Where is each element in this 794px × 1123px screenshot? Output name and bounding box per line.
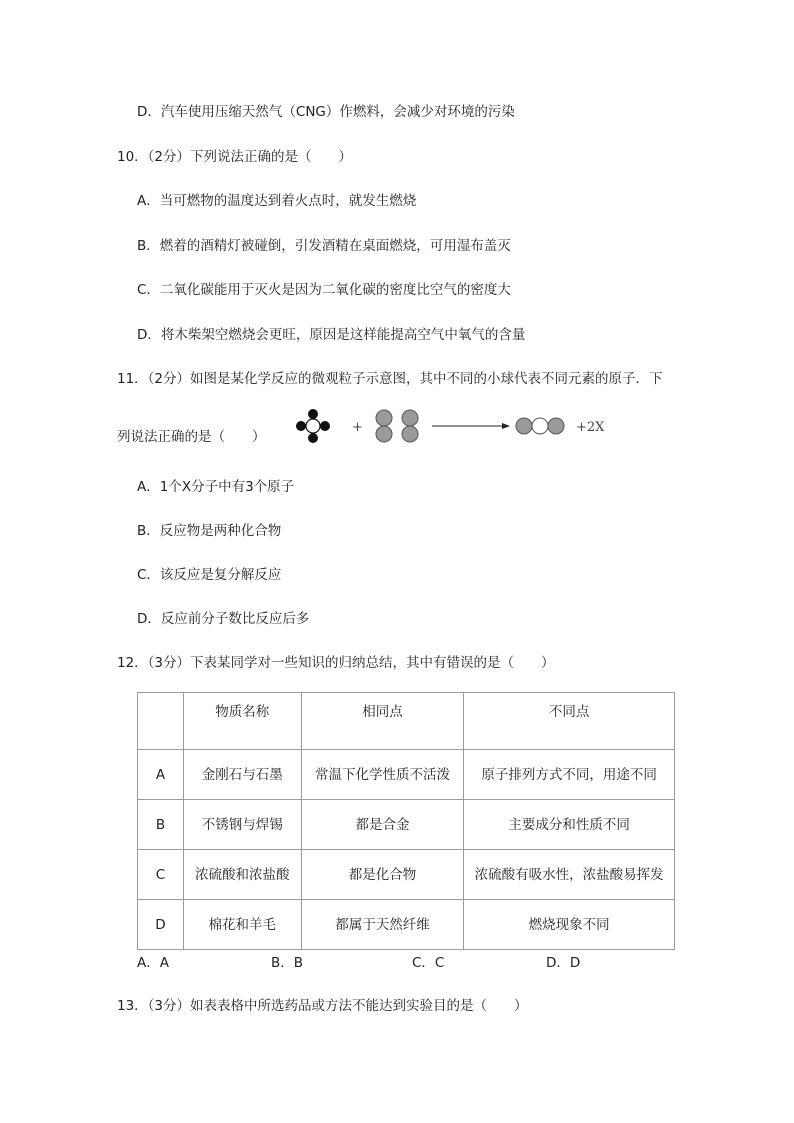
black-atom — [308, 433, 318, 443]
table-cell: 都属于天然纤维 — [301, 900, 464, 950]
black-atom — [296, 421, 306, 431]
q10-option-d: D．将木柴架空燃烧会更旺，原因是这样能提高空气中氧气的含量 — [137, 327, 526, 343]
q12-table — [137, 692, 675, 950]
table-row — [138, 750, 675, 800]
table-cell: A — [138, 750, 184, 800]
table-header-cell — [138, 693, 184, 750]
black-atom — [308, 409, 318, 419]
reaction-arrow — [432, 423, 510, 429]
table-cell: 常温下化学性质不活泼 — [301, 750, 464, 800]
q10-option-a: A．当可燃物的温度达到着火点时，就发生燃烧 — [137, 193, 417, 209]
table-cell: 浓硫酸有吸水性，浓盐酸易挥发 — [464, 850, 675, 900]
table-cell: 都是合金 — [301, 800, 464, 850]
table-cell: 浓硫酸和浓盐酸 — [183, 850, 301, 900]
table-cell: 不锈钢与焊锡 — [183, 800, 301, 850]
table-row — [138, 800, 675, 850]
table-row — [138, 900, 675, 950]
q12-answer-options — [137, 954, 697, 972]
product-molecule — [516, 418, 564, 434]
q12-answer-b: B．B — [271, 955, 304, 971]
q10-option-c: C．二氧化碳能用于灭火是因为二氧化碳的密度比空气的密度大 — [137, 282, 511, 298]
table-cell: 燃烧现象不同 — [464, 900, 675, 950]
reactant-molecule-1 — [296, 409, 330, 443]
q11-option-c: C．该反应是复分解反应 — [137, 567, 282, 583]
table-header-cell: 物质名称 — [183, 693, 301, 750]
table-cell: 都是化合物 — [301, 850, 464, 900]
table-cell: 棉花和羊毛 — [183, 900, 301, 950]
product-extra: +2X — [576, 420, 605, 435]
table-cell: C — [138, 850, 184, 900]
plus-sign: + — [352, 420, 363, 435]
q11-option-d: D．反应前分子数比反应后多 — [137, 611, 310, 627]
reactant-molecules-2 — [376, 410, 418, 442]
q12-answer-a: A．A — [137, 955, 169, 971]
table-cell: 原子排列方式不同，用途不同 — [464, 750, 675, 800]
table-header-cell: 不同点 — [464, 693, 675, 750]
table-header-cell: 相同点 — [301, 693, 464, 750]
q11-option-b: B．反应物是两种化合物 — [137, 523, 282, 539]
q10-stem: 10．（2分）下列说法正确的是（ ） — [117, 149, 353, 165]
q12-answer-c: C．C — [412, 955, 445, 971]
q12-stem: 12．（3分）下表某同学对一些知识的归纳总结，其中有错误的是（ ） — [117, 655, 555, 671]
q11-stem-line2: 列说法正确的是（ ） — [117, 429, 266, 445]
black-atom — [320, 421, 330, 431]
q10-option-b: B．燃着的酒精灯被碰倒，引发酒精在桌面燃烧，可用湿布盖灭 — [137, 238, 511, 254]
q11-stem-line1: 11．（2分）如图是某化学反应的微观粒子示意图，其中不同的小球代表不同元素的原子．下 — [117, 371, 663, 387]
table-cell: 主要成分和性质不同 — [464, 800, 675, 850]
white-atom — [306, 419, 320, 433]
table-header-row — [138, 693, 675, 750]
q13-stem: 13．（3分）如表表格中所选药品或方法不能达到实验目的是（ ） — [117, 998, 528, 1014]
q9-option-d: D．汽车使用压缩天然气（CNG）作燃料，会减少对环境的污染 — [137, 104, 515, 120]
q11-option-a: A．1个X分子中有3个原子 — [137, 479, 295, 495]
table-cell: B — [138, 800, 184, 850]
table-row — [138, 850, 675, 900]
table-cell: D — [138, 900, 184, 950]
q12-answer-d: D．D — [546, 955, 581, 971]
reaction-diagram — [290, 400, 610, 450]
table-cell: 金刚石与石墨 — [183, 750, 301, 800]
